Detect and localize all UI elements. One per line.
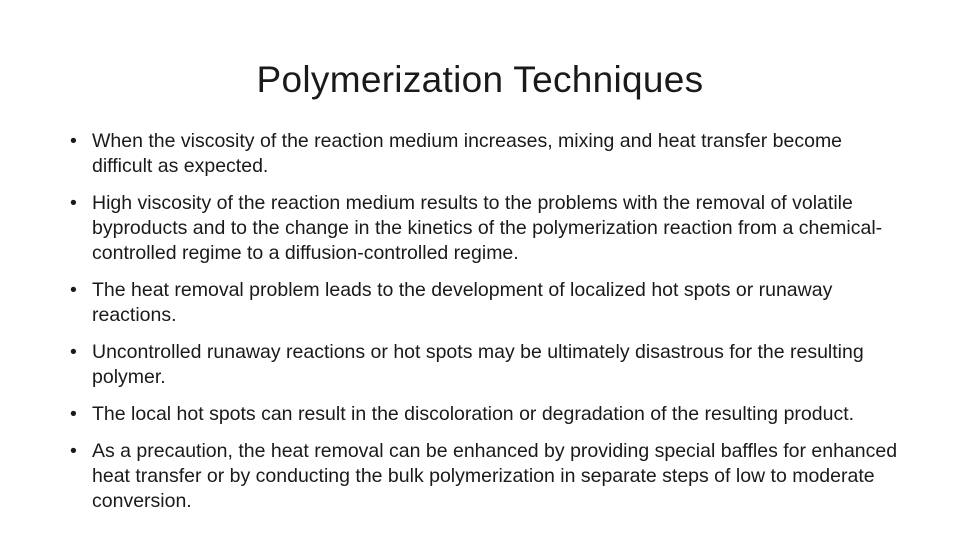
bullet-marker: •	[70, 130, 77, 152]
bullet-text: As a precaution, the heat removal can be enhanced by providing special baffles for enhanced heat transfer or by conducting the bulk polymerization in separate steps of low to moderate conversion.	[92, 440, 898, 512]
bullet-marker: •	[70, 192, 77, 214]
bullet-marker: •	[70, 403, 77, 425]
bullet-text: Uncontrolled runaway reactions or hot spots may be ultimately disastrous for the resulting polymer.	[92, 341, 864, 388]
bullet-marker: •	[70, 440, 77, 462]
bullet-item	[70, 129, 900, 179]
bullet-item	[70, 340, 900, 390]
bullet-item	[70, 191, 900, 266]
slide-title: Polymerization Techniques	[256, 59, 704, 100]
bullet-text: The local hot spots can result in the discoloration or degradation of the resulting product.	[92, 403, 855, 425]
bullet-text: The heat removal problem leads to the development of localized hot spots or runaway reactions.	[92, 279, 833, 326]
bullet-text: When the viscosity of the reaction medium increases, mixing and heat transfer become difficult as expected.	[92, 130, 843, 177]
bullet-marker: •	[70, 341, 77, 363]
bullet-marker: •	[70, 279, 77, 301]
bullet-item	[70, 402, 900, 427]
bullet-item	[70, 278, 900, 328]
bullet-item	[70, 439, 900, 514]
bullet-text: High viscosity of the reaction medium results to the problems with the removal of volatile byproducts and to the change in the kinetics of the polymerization reaction from a chemical-controlled regime to a diffusion-controlled regime.	[92, 192, 883, 264]
bullet-list	[70, 129, 900, 526]
